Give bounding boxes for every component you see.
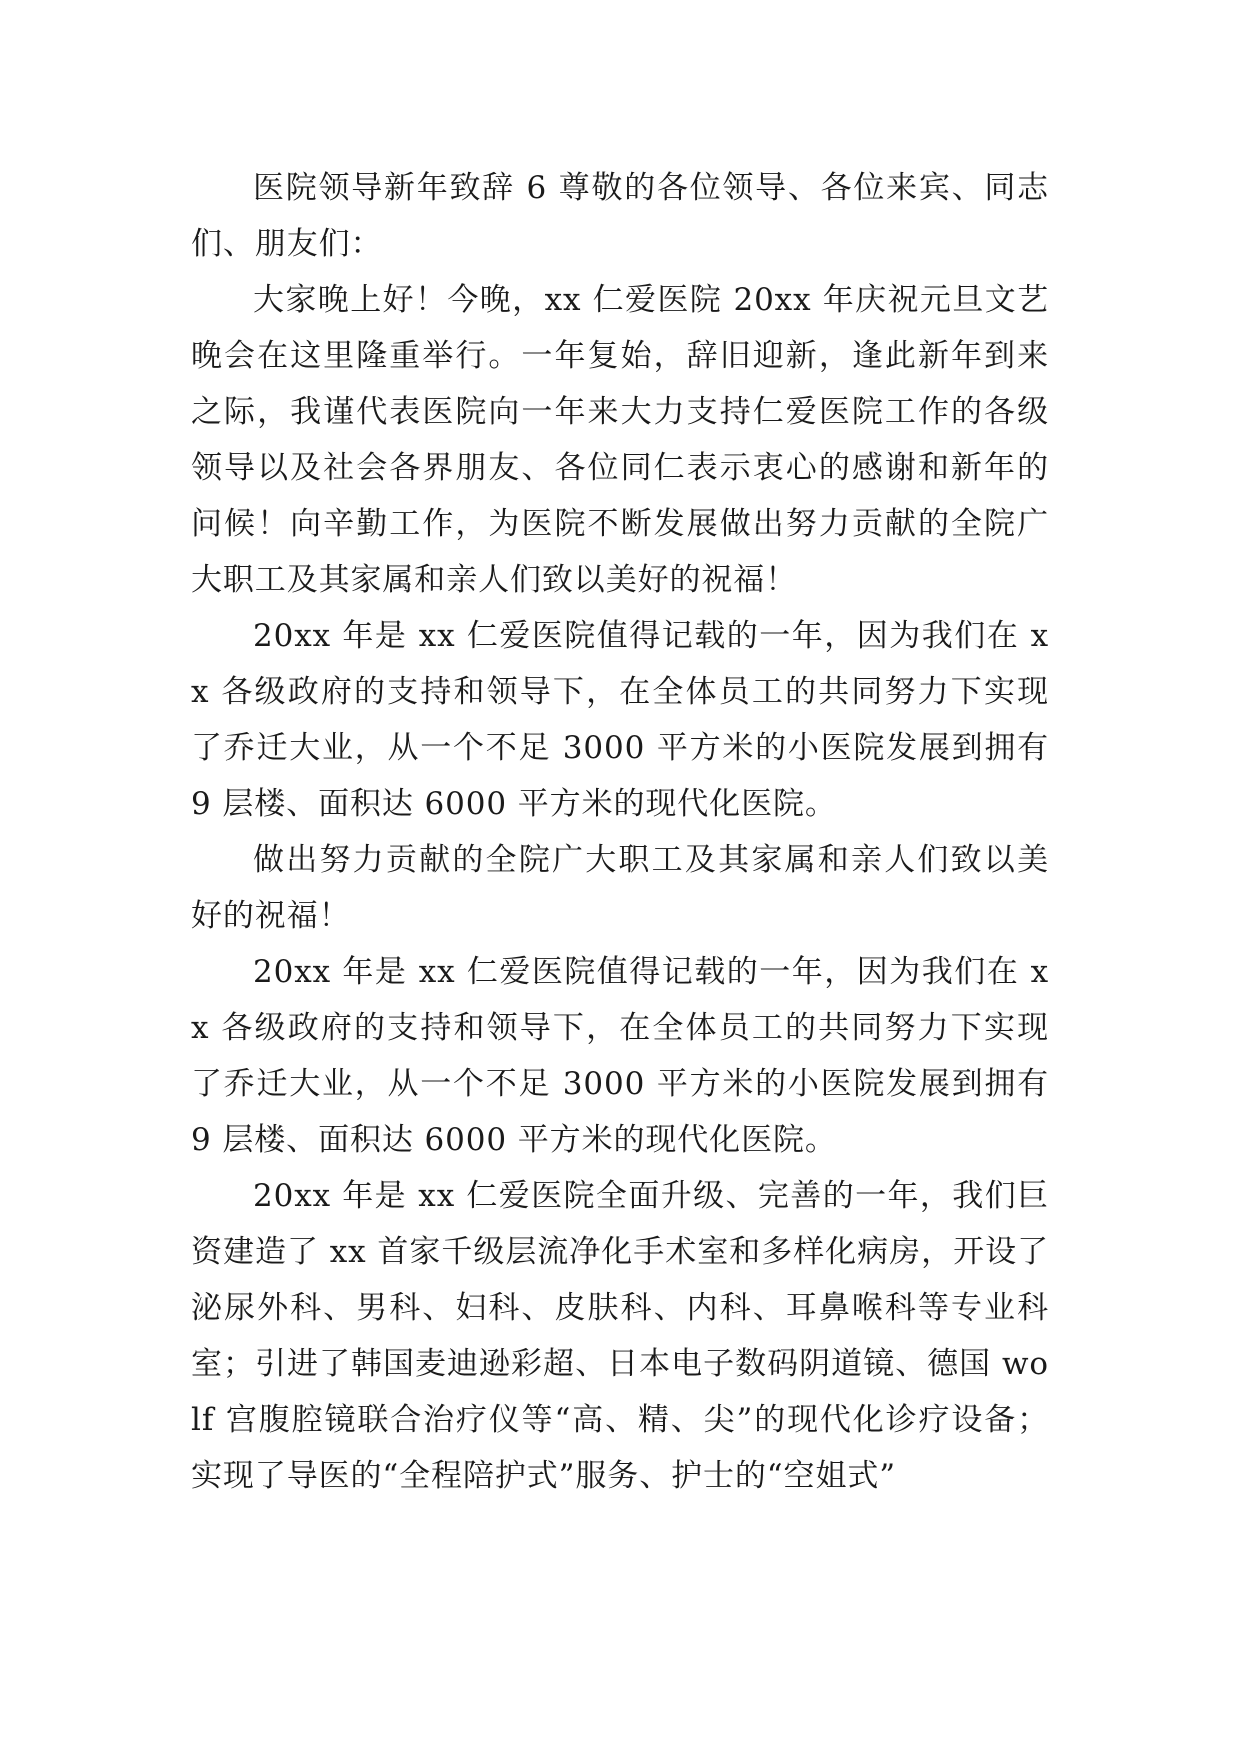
paragraph-upgrade: 20xx 年是 xx 仁爱医院全面升级、完善的一年，我们巨资建造了 xx 首家千级层流净化手术室和多样化病房，开设了泌尿外科、男科、妇科、皮肤科、内科、耳鼻喉科等专业科室；引进了韩国麦迪逊彩超、日本电子数码阴道镜、德国 wolf 宫腹腔镜联合治疗仪等“高、精、尖”的现代化诊疗设备；实现了导医的“全程陪护式”服务、护士的“空姐式” (191, 1178, 1049, 1494)
paragraph-greeting: 医院领导新年致辞 6 尊敬的各位领导、各位来宾、同志们、朋友们： (191, 170, 1049, 262)
paragraph-relocation: 20xx 年是 xx 仁爱医院值得记载的一年，因为我们在 xx 各级政府的支持和领导下，在全体员工的共同努力下实现了乔迁大业，从一个不足 3000 平方米的小医院发展到拥有 9 层楼、面积达 6000 平方米的现代化医院。 (191, 618, 1049, 822)
document-body (191, 160, 1049, 1504)
paragraph-blessing: 做出努力贡献的全院广大职工及其家属和亲人们致以美好的祝福！ (191, 842, 1049, 934)
paragraph-relocation-repeat: 20xx 年是 xx 仁爱医院值得记载的一年，因为我们在 xx 各级政府的支持和领导下，在全体员工的共同努力下实现了乔迁大业，从一个不足 3000 平方米的小医院发展到拥有 9 层楼、面积达 6000 平方米的现代化医院。 (191, 954, 1049, 1158)
paragraph-new-year-wishes: 大家晚上好！今晚，xx 仁爱医院 20xx 年庆祝元旦文艺晚会在这里隆重举行。一年复始，辞旧迎新，逢此新年到来之际，我谨代表医院向一年来大力支持仁爱医院工作的各级领导以及社会各界朋友、各位同仁表示衷心的感谢和新年的问候！向辛勤工作，为医院不断发展做出努力贡献的全院广大职工及其家属和亲人们致以美好的祝福！ (191, 282, 1049, 598)
